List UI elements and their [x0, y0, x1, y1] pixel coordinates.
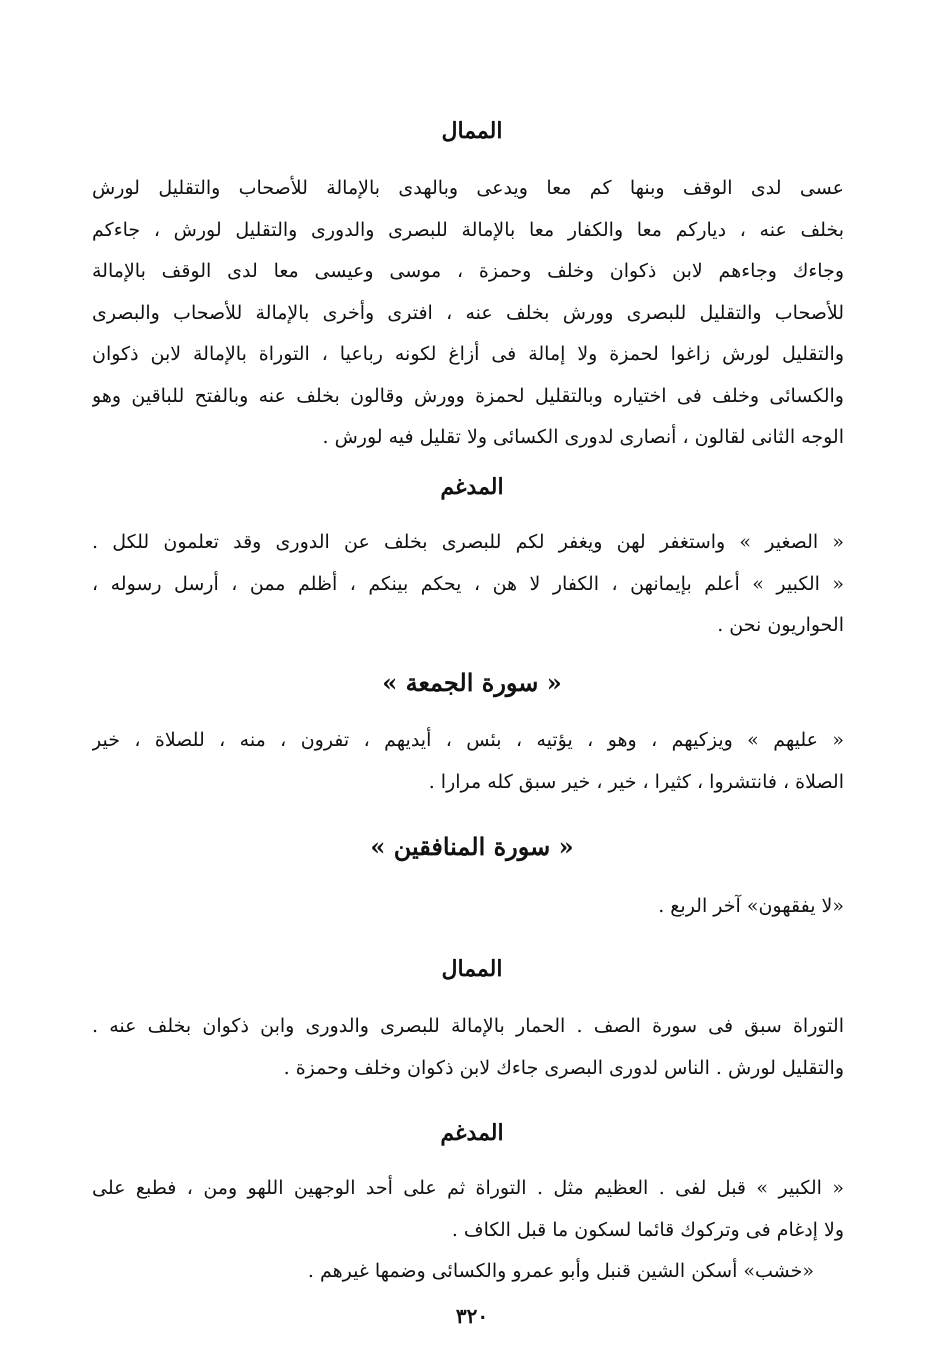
text-line: وجاءك وجاءهم لابن ذكوان وخلف وحمزة ، موسى وعيسى معا لدى الوقف بالإمالة	[92, 260, 844, 282]
text-line: والكسائى وخلف فى اختياره وبالتقليل لحمزة وورش وقالون بخلف عنه وبالفتح للباقين وهو	[92, 384, 844, 407]
text-line: والتقليل لورش زاغوا لحمزة ولا إمالة فى أزاغ لكونه رباعيا ، التوراة بالإمالة لابن ذكوان	[92, 343, 844, 365]
surah-title-jumua: « سورة الجمعة »	[382, 668, 562, 697]
surah-title-munafiqun: « سورة المنافقين »	[370, 832, 574, 861]
text-line: « عليهم » ويزكيهم ، وهو ، يؤتيه ، بئس ، أيديهم ، تفرون ، منه ، للصلاة ، خير	[92, 729, 844, 751]
text-line: الحواريون نحن .	[717, 614, 844, 636]
mudgham-paragraph	[92, 522, 844, 647]
mumal-paragraph	[92, 168, 844, 459]
section-title-mudgham: المدغم	[440, 474, 504, 500]
text-line: الوجه الثانى لقالون ، أنصارى لدورى الكسائى ولا تقليل فيه لورش .	[322, 426, 844, 448]
mumal-2-paragraph	[92, 1006, 844, 1089]
text-line: والتقليل لورش . الناس لدورى البصرى جاءك لابن ذكوان وخلف وحمزة .	[283, 1056, 844, 1079]
text-line: التوراة سبق فى سورة الصف . الحمار بالإمالة للبصرى والدورى وابن ذكوان بخلف عنه .	[92, 1015, 844, 1037]
text-line: « الكبير » قبل لفى . العظيم مثل . التوراة ثم على أحد الوجهين اللهو ومن ، فطبع على	[92, 1177, 844, 1199]
text-line: ولا إدغام فى وتركوك قائما لسكون ما قبل الكاف .	[451, 1218, 844, 1241]
section-title-mumal-2: الممال	[441, 956, 503, 982]
text-line: « الصغير » واستغفر لهن ويغفر لكم للبصرى بخلف عن الدورى وقد تعلمون للكل .	[92, 531, 844, 553]
text-line: « الكبير » أعلم بإيمانهن ، الكفار لا هن ، يحكم بينكم ، أظلم ممن ، أرسل رسوله ،	[92, 572, 844, 595]
text-line: بخلف عنه ، دياركم معا والكفار معا بالإمالة للبصرى والدورى والتقليل لورش ، جاءكم	[92, 218, 844, 241]
text-line: للأصحاب والتقليل للبصرى وورش بخلف عنه ، افترى وأخرى بالإمالة للأصحاب والبصرى	[92, 301, 844, 324]
mudgham-2-paragraph	[92, 1168, 844, 1293]
text-line: «لا يفقهون» آخر الربع .	[658, 895, 844, 917]
text-line: الصلاة ، فانتشروا ، كثيرا ، خير ، خير سبق كله مرارا .	[428, 770, 844, 793]
jumua-paragraph	[92, 720, 844, 803]
text-line: عسى لدى الوقف وبنها كم معا ويدعى وبالهدى بالإمالة للأصحاب والتقليل لورش	[92, 177, 844, 199]
section-title-mudgham-2: المدغم	[440, 1120, 504, 1146]
page-number: ٣٢٠	[455, 1304, 489, 1328]
munafiqun-paragraph	[92, 886, 844, 928]
text-line: «خشب» أسكن الشين قنبل وأبو عمرو والكسائى وضمها غيرهم .	[307, 1260, 814, 1282]
section-title-mumal: الممال	[441, 118, 503, 144]
